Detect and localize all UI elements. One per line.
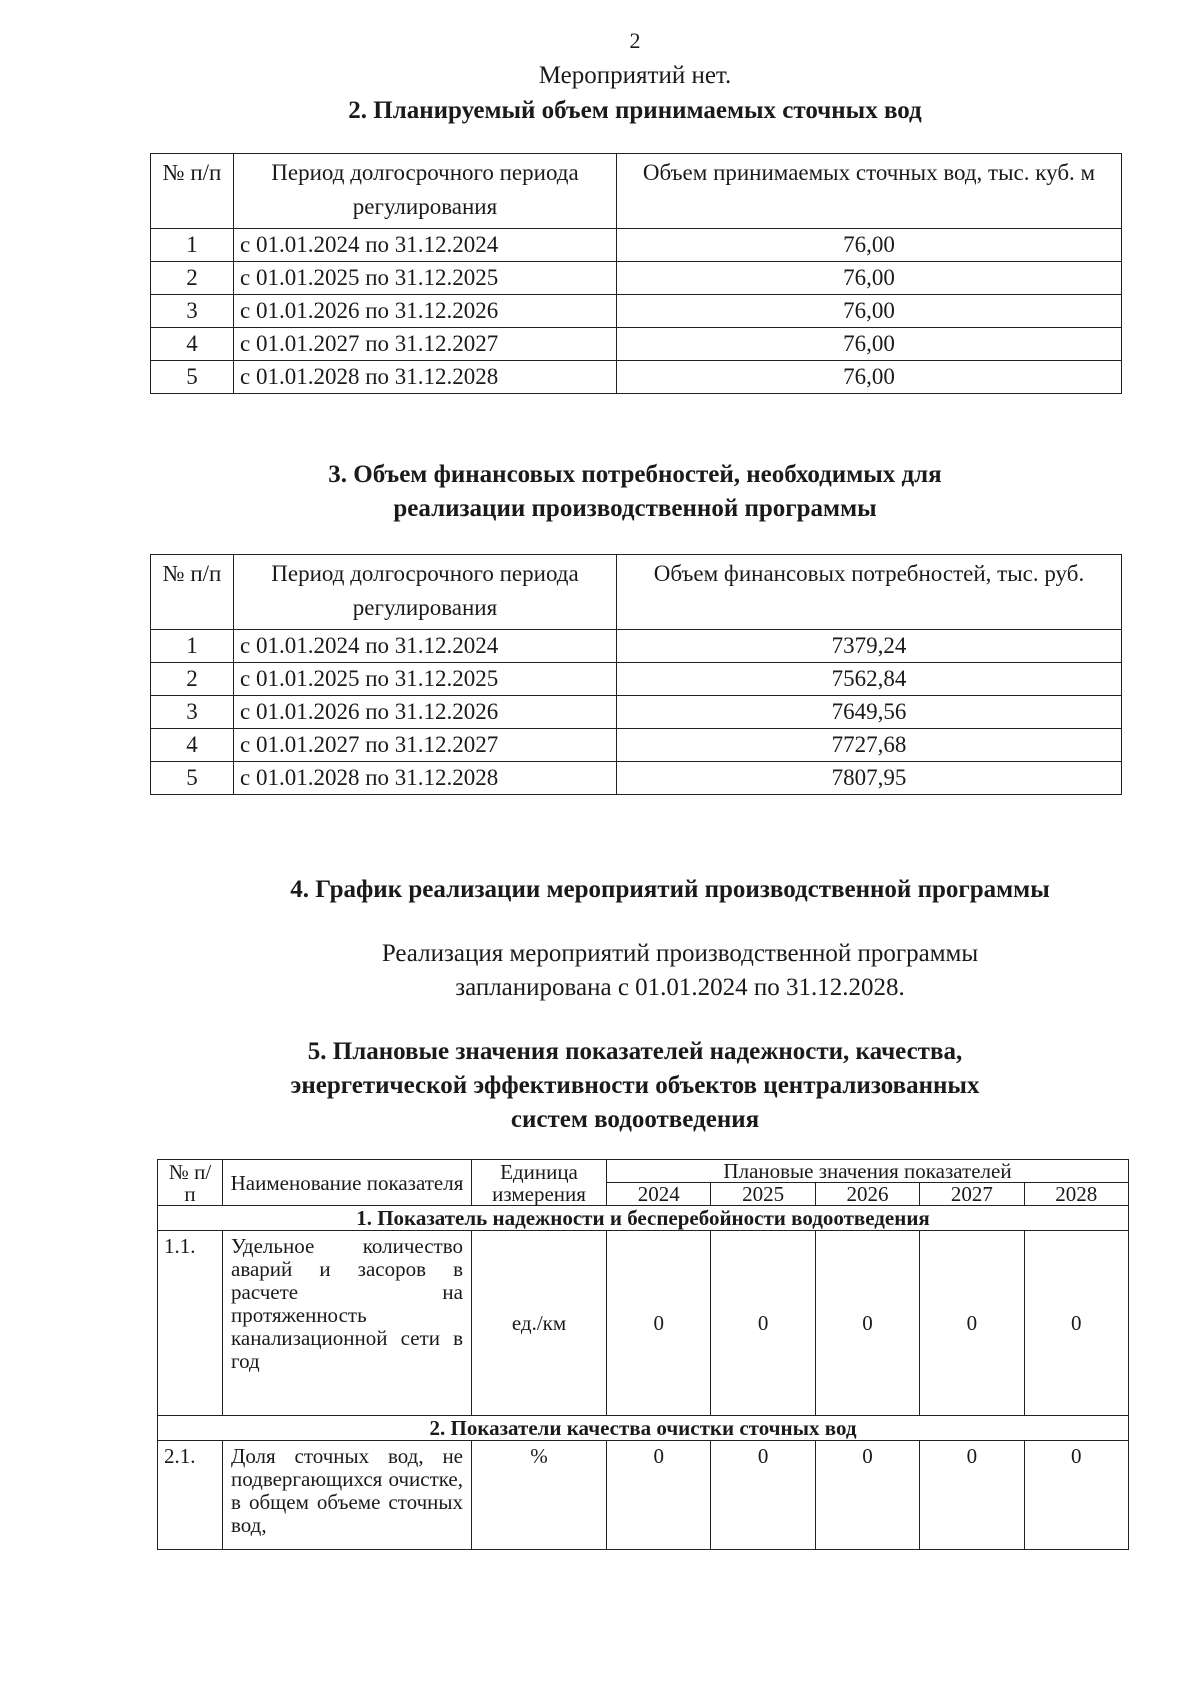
section5-title-line1: 5. Плановые значения показателей надежности, качества, [307,1038,963,1065]
row-value: 7562,84 [617,663,1122,696]
table-row [151,361,1122,394]
row-value: 76,00 [617,229,1122,262]
year-header: 2024 [607,1183,711,1206]
col-volume-header: Объем принимаемых сточных вод, тыс. куб. м [617,154,1122,229]
row-period: с 01.01.2024 по 31.12.2024 [234,229,617,262]
year-header: 2025 [711,1183,815,1206]
row-value-2028: 0 [1024,1231,1129,1416]
col-name-header: Наименование показателя [223,1160,472,1206]
row-period: с 01.01.2025 по 31.12.2025 [234,262,617,295]
page-number: 2 [629,28,641,53]
row-value: 76,00 [617,262,1122,295]
table-row [151,328,1122,361]
row-period: с 01.01.2024 по 31.12.2024 [234,630,617,663]
row-value: 76,00 [617,295,1122,328]
row-num: 3 [151,696,234,729]
section2-title: 2. Планируемый объем принимаемых сточных вод [348,97,922,124]
row-period: с 01.01.2027 по 31.12.2027 [234,328,617,361]
row-value: 76,00 [617,328,1122,361]
row-value: 7727,68 [617,729,1122,762]
table-row [151,729,1122,762]
row-period: с 01.01.2028 по 31.12.2028 [234,361,617,394]
col-num-header: № п/п [158,1160,223,1206]
group-header-reliability: 1. Показатель надежности и бесперебойности водоотведения [158,1206,1129,1231]
finance-table [150,554,1122,795]
row-value: 7379,24 [617,630,1122,663]
table-row [158,1231,1129,1416]
row-num: 5 [151,361,234,394]
row-value-2028: 0 [1024,1441,1129,1550]
table-row [151,295,1122,328]
row-name: Удельное количество аварий и засоров в расчете на протяженность канализационной сети в год [223,1231,472,1416]
col-unit-header: Единица измерения [472,1160,607,1206]
col-period-header: Период долгосрочного периода регулирования [234,154,617,229]
row-period: с 01.01.2026 по 31.12.2026 [234,295,617,328]
col-num-header: № п/п [151,555,234,630]
row-value-2027: 0 [920,1441,1024,1550]
row-value: 7649,56 [617,696,1122,729]
section5-title-line3: систем водоотведения [510,1106,760,1133]
table-row [151,229,1122,262]
row-unit: ед./км [472,1231,607,1416]
row-num: 4 [151,328,234,361]
no-events-text: Мероприятий нет. [538,62,732,89]
row-num: 1 [151,630,234,663]
row-num: 1.1. [158,1231,223,1416]
row-value-2027: 0 [920,1231,1024,1416]
col-plan-header: Плановые значения показателей [607,1160,1129,1183]
row-period: с 01.01.2027 по 31.12.2027 [234,729,617,762]
row-num: 2 [151,262,234,295]
row-value-2026: 0 [815,1231,919,1416]
group-header-quality: 2. Показатели качества очистки сточных вод [158,1416,1129,1441]
row-num: 4 [151,729,234,762]
row-num: 3 [151,295,234,328]
section5-title-line2: энергетической эффективности объектов централизованных [290,1072,980,1099]
row-period: с 01.01.2025 по 31.12.2025 [234,663,617,696]
row-num: 1 [151,229,234,262]
indicators-table [157,1159,1129,1550]
row-num: 2 [151,663,234,696]
year-header: 2026 [815,1183,919,1206]
row-unit: % [472,1441,607,1550]
row-num: 5 [151,762,234,795]
col-num-header: № п/п [151,154,234,229]
row-value: 7807,95 [617,762,1122,795]
table-row [151,696,1122,729]
table-row [151,762,1122,795]
table-row [151,630,1122,663]
row-value-2024: 0 [607,1441,711,1550]
col-period-header: Период долгосрочного периода регулирования [234,555,617,630]
row-period: с 01.01.2026 по 31.12.2026 [234,696,617,729]
table-row [158,1441,1129,1550]
row-value-2025: 0 [711,1231,815,1416]
section4-text-line1: Реализация мероприятий производственной программы [381,940,979,967]
row-value-2026: 0 [815,1441,919,1550]
table-row [151,663,1122,696]
section4-title: 4. График реализации мероприятий производственной программы [290,876,1050,903]
year-header: 2027 [920,1183,1024,1206]
row-value-2024: 0 [607,1231,711,1416]
table-row [151,262,1122,295]
year-header: 2028 [1024,1183,1129,1206]
volume-table [150,153,1122,394]
row-name: Доля сточных вод, не подвергающихся очистке, в общем объеме сточных вод, [223,1441,472,1550]
col-finance-header: Объем финансовых потребностей, тыс. руб. [617,555,1122,630]
row-value-2025: 0 [711,1441,815,1550]
row-value: 76,00 [617,361,1122,394]
row-num: 2.1. [158,1441,223,1550]
section3-title-line2: реализации производственной программы [393,495,877,522]
section3-title-line1: 3. Объем финансовых потребностей, необходимых для [328,461,942,488]
row-period: с 01.01.2028 по 31.12.2028 [234,762,617,795]
section4-text-line2: запланирована с 01.01.2024 по 31.12.2028. [455,974,905,1001]
